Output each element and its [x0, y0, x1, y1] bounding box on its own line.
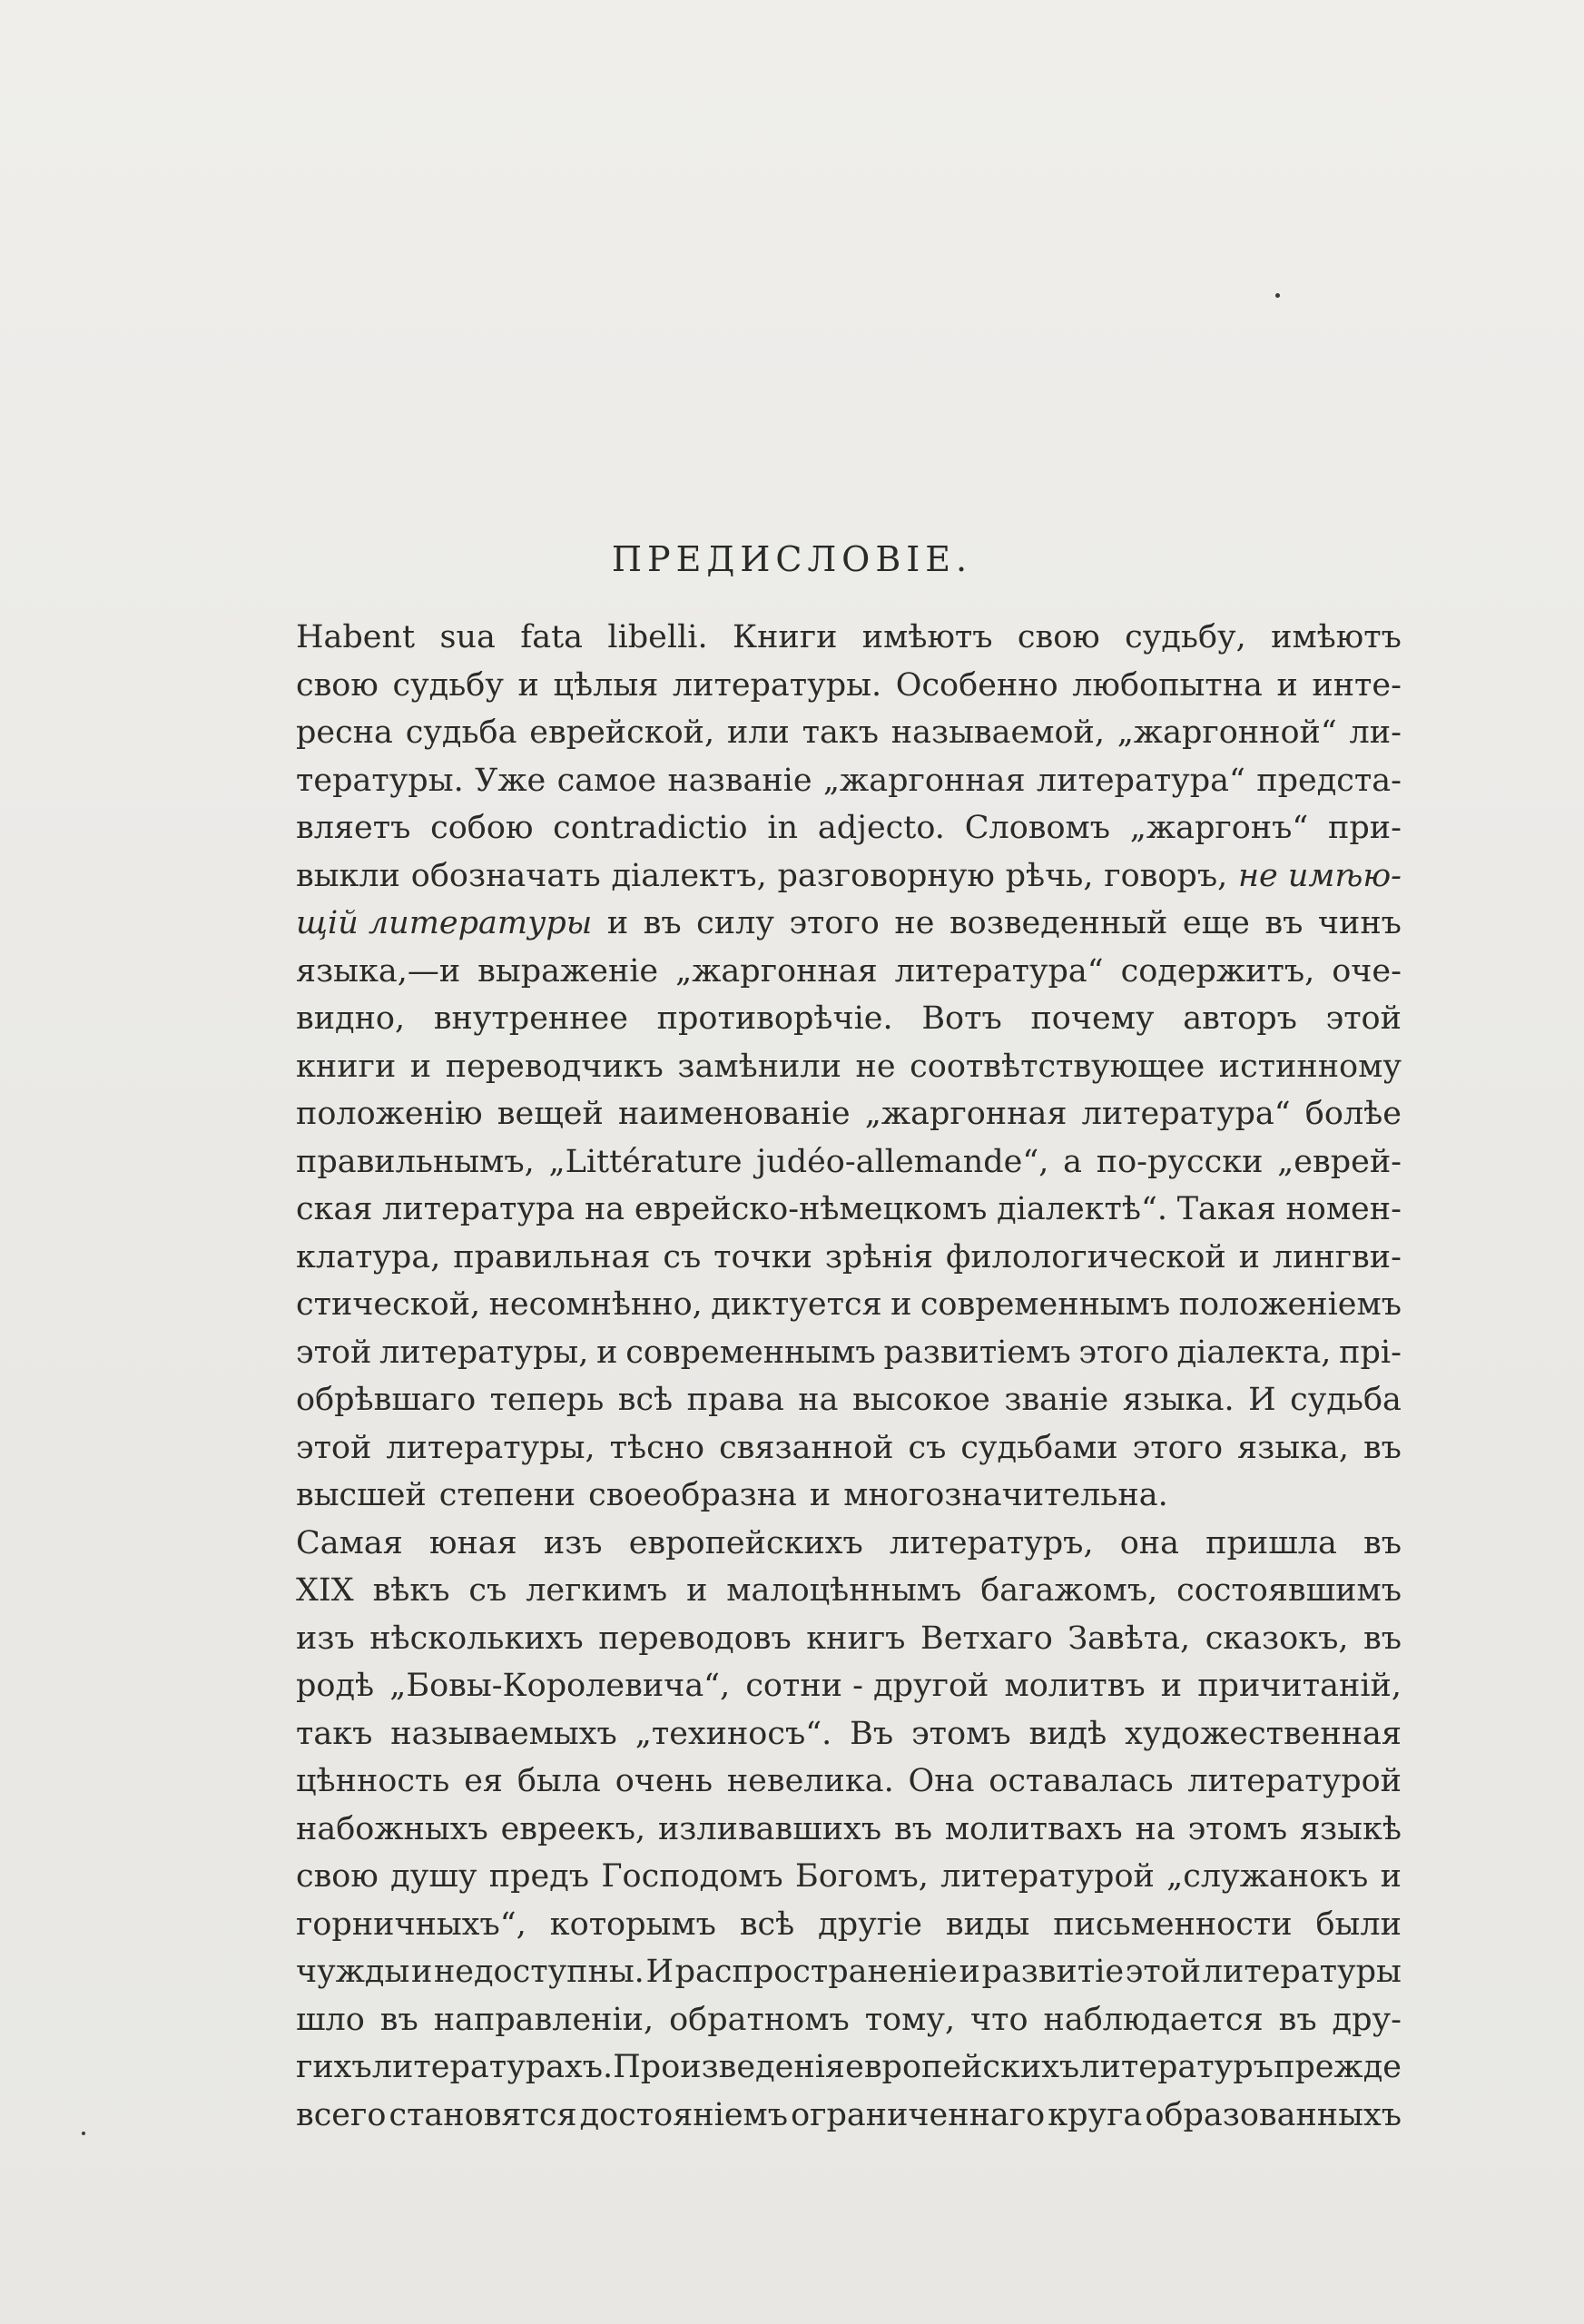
word: ресна — [296, 714, 393, 751]
word: распространеніе — [674, 1954, 958, 1990]
text-line — [296, 1567, 1402, 1615]
word: Книги — [732, 619, 838, 655]
word: литературой — [1187, 1763, 1402, 1799]
text-line — [296, 1376, 1402, 1424]
word: сотни - другой — [745, 1668, 989, 1704]
word: евреекъ, — [500, 1810, 646, 1847]
word: предста- — [1256, 762, 1402, 799]
word: литературахъ. — [371, 2049, 614, 2085]
word: обратномъ — [669, 2001, 850, 2038]
word: чужды — [296, 1954, 410, 1990]
word: судьбу, — [1125, 619, 1246, 655]
word: судьба — [405, 714, 517, 751]
word: теперь — [489, 1382, 605, 1418]
word: сказокъ, — [1205, 1620, 1349, 1657]
word: пришла — [1205, 1524, 1337, 1561]
word: судьба — [1290, 1382, 1402, 1418]
word: нѣсколькихъ — [369, 1620, 584, 1657]
word: судьбу — [392, 666, 504, 704]
word: и — [959, 1954, 980, 1990]
word: а — [1063, 1143, 1083, 1180]
text-line — [296, 1234, 1402, 1282]
word: она — [1119, 1524, 1179, 1561]
word: литература“ — [894, 952, 1104, 990]
word: разговорную — [777, 857, 995, 894]
word: въ — [1363, 1620, 1402, 1657]
word: Вотъ — [921, 1000, 1002, 1037]
word: тературы. — [296, 762, 464, 799]
word: прежде — [1274, 2049, 1402, 2085]
word: виды — [945, 1905, 1030, 1943]
word: зрѣнія — [824, 1238, 934, 1275]
word: и — [1160, 1668, 1183, 1704]
word: высокое — [851, 1382, 990, 1418]
word: причитаній, — [1197, 1668, 1402, 1704]
word: judéo-allemande“, — [756, 1143, 1049, 1180]
word: которымъ — [549, 1905, 716, 1943]
text-line — [296, 900, 1402, 948]
word: обозначать — [410, 857, 601, 894]
word: тому, — [864, 2001, 956, 2038]
word: литературы. — [672, 666, 882, 704]
word: книгъ — [806, 1620, 906, 1657]
word: „техиносъ“. — [635, 1715, 832, 1752]
word: Завѣта, — [1067, 1620, 1191, 1657]
body-text — [296, 614, 1402, 2139]
word: въ — [379, 2001, 418, 2038]
word: званіе — [1004, 1382, 1109, 1418]
word: чинъ — [1317, 905, 1402, 941]
word: связанной — [719, 1429, 894, 1466]
word: и — [606, 905, 629, 941]
word: такъ — [802, 714, 879, 751]
word: достояніемъ — [579, 2096, 789, 2133]
text-line — [296, 995, 1402, 1043]
print-speck — [1275, 293, 1280, 298]
word: этой — [296, 1334, 372, 1371]
word: багажомъ, — [980, 1572, 1158, 1609]
word: противорѣчіе. — [656, 1000, 893, 1037]
word: внутреннее — [433, 1000, 628, 1037]
word: и — [809, 1477, 831, 1513]
word: современнымъ — [625, 1334, 876, 1371]
word: И — [645, 1954, 674, 1990]
word: цѣнность — [296, 1763, 450, 1799]
text-line — [296, 1758, 1402, 1806]
word: изъ — [543, 1524, 603, 1561]
word: имѣютъ — [861, 619, 993, 655]
text-line — [296, 2092, 1402, 2140]
word: еврейской, — [529, 714, 715, 751]
text-line — [296, 852, 1402, 901]
word: при- — [1328, 810, 1402, 846]
word: развитіемъ — [883, 1334, 1071, 1371]
word: гихъ — [296, 2049, 372, 2085]
word: невелика. — [726, 1763, 894, 1799]
word: Ветхаго — [920, 1620, 1053, 1657]
word: Господомъ — [601, 1858, 783, 1895]
text-line — [296, 709, 1402, 757]
word: вѣкъ — [372, 1572, 450, 1609]
word: въ — [1363, 1524, 1402, 1561]
word: судьбами — [960, 1429, 1118, 1466]
word: и — [1276, 666, 1298, 704]
word: степени — [438, 1477, 576, 1513]
word: правильная — [453, 1238, 651, 1275]
text-line — [296, 1520, 1402, 1568]
text-line — [296, 1806, 1402, 1854]
text-line — [296, 1948, 1402, 1996]
word: выраженіе — [477, 952, 659, 990]
word: правильнымъ, — [296, 1143, 535, 1180]
word: libelli. — [607, 619, 708, 655]
word: собою — [430, 810, 534, 846]
word: возведенный — [949, 905, 1168, 941]
word: „жаргонной“ — [1117, 714, 1337, 751]
word: имѣютъ — [1271, 619, 1402, 655]
word: этомъ — [1187, 1810, 1288, 1847]
text-line — [296, 614, 1402, 662]
word: въ — [893, 1810, 932, 1847]
word: художественная — [1125, 1715, 1402, 1752]
word: sua — [439, 619, 496, 655]
word: Богомъ, — [795, 1858, 929, 1895]
word: свою — [296, 666, 379, 704]
word: наблюдается — [1043, 2001, 1264, 2038]
word: цѣлыя — [553, 666, 659, 704]
text-line — [296, 1853, 1402, 1901]
word: всѣ — [739, 1905, 795, 1943]
word: своеобразна — [588, 1477, 797, 1513]
word: душу — [390, 1858, 477, 1895]
word: съ — [468, 1572, 507, 1609]
word: рѣчь, — [1005, 857, 1094, 894]
word: номен- — [1285, 1191, 1402, 1227]
word: и — [596, 1334, 618, 1371]
word: этого — [1078, 1334, 1169, 1371]
word: называемой, — [890, 714, 1105, 751]
word: свою — [296, 1858, 379, 1895]
text-line — [296, 1281, 1402, 1329]
word: переводовъ — [598, 1620, 792, 1657]
word: щій литературы — [296, 905, 593, 941]
word: и — [686, 1572, 708, 1609]
word: литературы, — [386, 1429, 595, 1466]
word: инте- — [1312, 666, 1402, 704]
word: XIX — [296, 1572, 354, 1609]
word: родѣ — [296, 1668, 375, 1704]
word: діалектъ, — [611, 857, 767, 894]
word: ограниченнаго — [791, 2096, 1046, 2133]
word: современнымъ — [920, 1286, 1171, 1323]
word: обрѣвшаго — [296, 1382, 477, 1418]
word: литературой — [940, 1858, 1155, 1895]
word: на — [798, 1382, 839, 1418]
word: недоступны. — [433, 1954, 644, 1990]
word: ли- — [1349, 714, 1402, 751]
word: высшей — [296, 1477, 427, 1513]
word: горничныхъ“, — [296, 1905, 526, 1943]
word: ея — [464, 1763, 503, 1799]
word: замѣнили — [677, 1048, 841, 1085]
word: круга — [1048, 2096, 1143, 2133]
word: и — [409, 1048, 432, 1085]
word: въ — [1278, 2001, 1317, 2038]
text-line — [296, 1329, 1402, 1377]
word: Она — [908, 1763, 975, 1799]
word: литература“ — [1081, 1096, 1291, 1132]
word: языка. — [1122, 1382, 1235, 1418]
word: переводчикъ — [445, 1048, 664, 1085]
word: почему — [1030, 1000, 1155, 1037]
word: не — [894, 905, 935, 941]
word: по-русски — [1096, 1143, 1264, 1180]
word: вещей — [497, 1096, 604, 1132]
word: наименованіе — [617, 1096, 851, 1132]
word: и — [1238, 1238, 1260, 1275]
word: другіе — [818, 1905, 922, 1943]
text-line — [296, 1424, 1402, 1472]
word: молитвахъ — [944, 1810, 1123, 1847]
page-title: ПРЕДИСЛОВІЕ. — [611, 539, 973, 579]
word: съ — [663, 1238, 702, 1275]
word: этой — [1325, 1000, 1402, 1037]
word: такъ — [296, 1715, 373, 1752]
word: Уже — [475, 762, 546, 799]
word: или — [726, 714, 790, 751]
word: contradictio — [553, 810, 748, 846]
word: положеніемъ — [1178, 1286, 1402, 1323]
word: всего — [296, 2096, 387, 2133]
word: и — [1380, 1858, 1402, 1895]
word: не имѣю- — [1238, 857, 1402, 894]
word: вляетъ — [296, 810, 411, 846]
word: „жаргонъ“ — [1129, 810, 1309, 846]
word: „Бовы-Королевича“, — [389, 1668, 731, 1704]
word: тѣсно — [609, 1429, 705, 1466]
word: точки — [713, 1238, 812, 1275]
word: adjecto. — [817, 810, 945, 846]
word: діалектѣ“. — [997, 1191, 1168, 1227]
word: Произведенія — [613, 2049, 845, 2085]
word: становятся — [389, 2096, 577, 2133]
word: литературъ — [1079, 2049, 1274, 2085]
word: несомнѣнно, — [488, 1286, 703, 1323]
word: направленіи, — [433, 2001, 654, 2038]
word: образованныхъ — [1145, 2096, 1402, 2133]
word: очень — [615, 1763, 713, 1799]
word: прі- — [1339, 1334, 1402, 1371]
word: „Littérature — [548, 1143, 743, 1180]
word: литература — [382, 1191, 576, 1227]
word: этой — [296, 1429, 372, 1466]
word: были — [1315, 1905, 1402, 1943]
word: языка,—и — [296, 952, 461, 990]
word: говоръ, — [1104, 857, 1228, 894]
word: языкѣ — [1299, 1810, 1402, 1847]
text-line — [296, 662, 1402, 710]
word: изливавшихъ — [657, 1810, 882, 1847]
text-line — [296, 948, 1402, 996]
word: стической, — [296, 1286, 481, 1323]
word: болѣе — [1304, 1096, 1402, 1132]
word: Habent — [296, 619, 416, 655]
word: „жаргонная — [822, 762, 1026, 799]
text-line — [296, 1996, 1402, 2044]
text-line — [296, 1138, 1402, 1187]
word: литературъ, — [889, 1524, 1094, 1561]
word: авторъ — [1183, 1000, 1297, 1037]
word: діалекта, — [1176, 1334, 1332, 1371]
word: на — [584, 1191, 625, 1227]
word: Въ — [850, 1715, 894, 1752]
word: силу — [696, 905, 774, 941]
word: языка, — [1237, 1429, 1349, 1466]
word: филологической — [945, 1238, 1226, 1275]
word: выкли — [296, 857, 400, 894]
word: видѣ — [1028, 1715, 1107, 1752]
text-line — [296, 1710, 1402, 1758]
word: шло — [296, 2001, 365, 2038]
word: самое — [556, 762, 657, 799]
word: всѣ — [617, 1382, 674, 1418]
word: видно, — [296, 1000, 406, 1037]
word: права — [686, 1382, 784, 1418]
word: этого — [789, 905, 880, 941]
word: fata — [520, 619, 584, 655]
word: лингви- — [1272, 1238, 1402, 1275]
word: развитіе — [981, 1954, 1125, 1990]
text-line — [296, 1662, 1402, 1710]
text-line — [296, 757, 1402, 805]
word: предъ — [488, 1858, 590, 1895]
word: состоявшимъ — [1176, 1572, 1402, 1609]
word: „жаргонная — [675, 952, 878, 990]
word: и — [517, 666, 539, 704]
word: и — [410, 1954, 433, 1990]
word: въ — [1264, 905, 1304, 941]
word: соотвѣтствующее — [910, 1048, 1205, 1085]
text-line — [296, 1186, 1402, 1234]
word: клатура, — [296, 1238, 441, 1275]
text-line — [296, 1901, 1402, 1949]
word: названіе — [667, 762, 812, 799]
word: набожныхъ — [296, 1810, 488, 1847]
word: и — [890, 1286, 912, 1323]
word: европейскихъ — [845, 2049, 1080, 2085]
word: этой — [1125, 1954, 1202, 1990]
word: любопытна — [1072, 666, 1263, 704]
word: in — [767, 810, 799, 846]
word: литературы, — [379, 1334, 589, 1371]
word: была — [517, 1763, 601, 1799]
word: положенію — [296, 1096, 483, 1132]
word: диктуется — [711, 1286, 882, 1323]
text-line — [296, 1090, 1402, 1138]
word: многозначительна. — [843, 1477, 1168, 1513]
text-line — [296, 1615, 1402, 1663]
word: европейскихъ — [628, 1524, 863, 1561]
word: съ — [908, 1429, 947, 1466]
text-line — [296, 1472, 1402, 1520]
word: не — [855, 1048, 896, 1085]
word: еврейско-нѣмецкомъ — [634, 1191, 988, 1227]
word: И — [1248, 1382, 1276, 1418]
word: ская — [296, 1191, 373, 1227]
word: „еврей- — [1277, 1143, 1402, 1180]
word: книги — [296, 1048, 397, 1085]
text-line — [296, 2043, 1402, 2092]
word: письменности — [1053, 1905, 1293, 1943]
word: этомъ — [911, 1715, 1011, 1752]
word: Словомъ — [964, 810, 1111, 846]
word: оставалась — [989, 1763, 1174, 1799]
word: молитвъ — [1004, 1668, 1146, 1704]
word: свою — [1017, 619, 1100, 655]
word: „служанокъ — [1166, 1858, 1369, 1895]
word: этого — [1132, 1429, 1224, 1466]
word: Самая — [296, 1524, 403, 1561]
word: на — [1135, 1810, 1176, 1847]
word: изъ — [296, 1620, 355, 1657]
word: оче- — [1332, 952, 1402, 990]
word: „жаргонная — [864, 1096, 1067, 1132]
word: въ — [1363, 1429, 1402, 1466]
text-line — [296, 804, 1402, 852]
word: юная — [428, 1524, 517, 1561]
word: Особенно — [895, 666, 1058, 704]
word: литературы — [1202, 1954, 1402, 1990]
word: въ — [643, 905, 682, 941]
word: Такая — [1176, 1191, 1276, 1227]
word: что — [970, 2001, 1028, 2038]
word: истинному — [1218, 1048, 1402, 1085]
word: литература“ — [1036, 762, 1245, 799]
word: легкимъ — [526, 1572, 668, 1609]
word: называемыхъ — [390, 1715, 617, 1752]
word: содержитъ, — [1120, 952, 1315, 990]
print-speck — [82, 2132, 85, 2135]
text-line — [296, 1043, 1402, 1091]
word: малоцѣннымъ — [726, 1572, 962, 1609]
word: дру- — [1332, 2001, 1402, 2038]
word: еще — [1182, 905, 1250, 941]
